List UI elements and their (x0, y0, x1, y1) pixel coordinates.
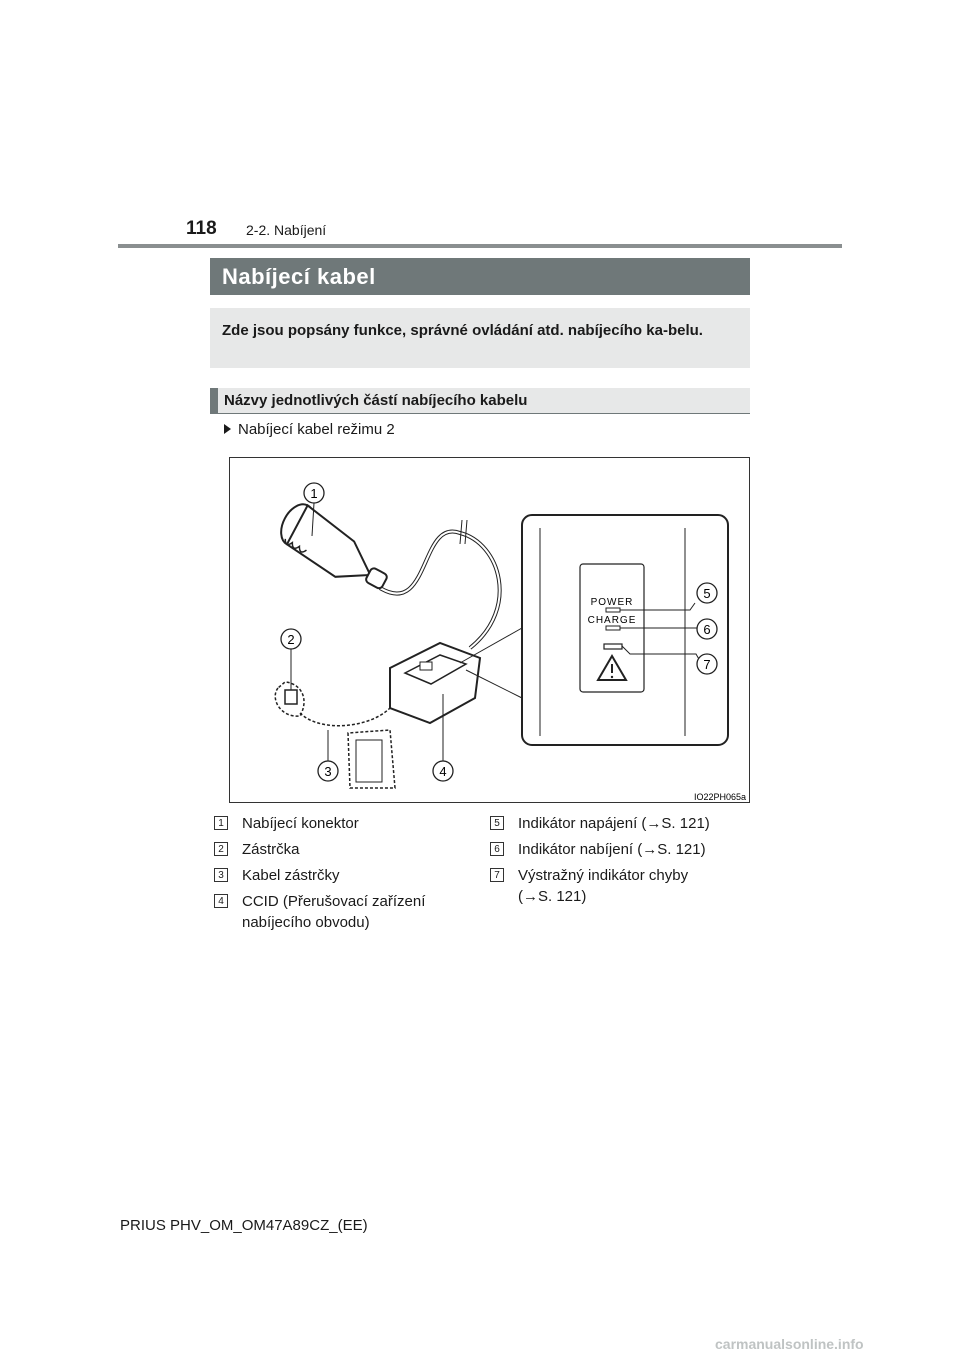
legend-item (490, 839, 726, 860)
legend-left (214, 813, 450, 938)
watermark: carmanualsonline.info (715, 1336, 864, 1352)
legend-right (490, 813, 726, 912)
section-label: 2-2. Nabíjení (246, 222, 327, 238)
legend-item (490, 865, 726, 907)
figure-code: IO22PH065a (693, 792, 746, 802)
document-footer: PRIUS PHV_OM_OM47A89CZ_(EE) (120, 1217, 368, 1234)
callout-2: 2 (287, 632, 295, 647)
bullet-text: Nabíjecí kabel režimu 2 (238, 421, 395, 438)
triangle-bullet-icon (224, 424, 231, 434)
page-number: 118 (186, 218, 217, 239)
legend-text: Nabíjecí konektor (242, 815, 359, 832)
charge-label: CHARGE (587, 615, 637, 626)
ccid-box (390, 643, 480, 723)
intro-text: Zde jsou popsány funkce, správné ovládání atd. nabíjecího ka-belu. (210, 308, 750, 368)
plug (275, 682, 304, 716)
subheading: Názvy jednotlivých částí nabíjecího kabelu (210, 388, 750, 414)
bullet-item (224, 421, 395, 438)
legend-item (214, 813, 450, 834)
legend-text: CCID (Přerušovací zařízení nabíjecího obvodu) (242, 893, 426, 931)
legend-item (214, 865, 450, 886)
callout-5: 5 (703, 586, 711, 601)
callout-1: 1 (310, 486, 318, 501)
legend-text: Zástrčka (242, 841, 300, 858)
legend-text: Indikátor nabíjení (→S. 121) (518, 841, 706, 858)
cable-illustration (229, 457, 750, 803)
legend-number: 2 (214, 842, 228, 856)
legend-number: 5 (490, 816, 504, 830)
legend-item (490, 813, 726, 834)
callout-4: 4 (439, 764, 447, 779)
callout-6: 6 (703, 622, 711, 637)
legend-text: Indikátor napájení (→S. 121) (518, 815, 710, 832)
legend-text: Kabel zástrčky (242, 867, 340, 884)
legend-number: 6 (490, 842, 504, 856)
legend-number: 7 (490, 868, 504, 882)
callout-3: 3 (324, 764, 332, 779)
callout-7: 7 (703, 657, 711, 672)
cable-diagram (230, 458, 751, 804)
header-rule (118, 244, 842, 248)
legend-item (214, 839, 450, 860)
charging-cable (380, 531, 500, 648)
legend-text: Výstražný indikátor chyby (→S. 121) (518, 867, 689, 905)
legend-item (214, 891, 450, 933)
legend-number: 4 (214, 894, 228, 908)
plug-cable (300, 708, 390, 726)
legend-number: 1 (214, 816, 228, 830)
charging-connector (272, 499, 400, 599)
page-title: Nabíjecí kabel (210, 258, 750, 295)
power-label: POWER (590, 597, 634, 608)
legend-number: 3 (214, 868, 228, 882)
